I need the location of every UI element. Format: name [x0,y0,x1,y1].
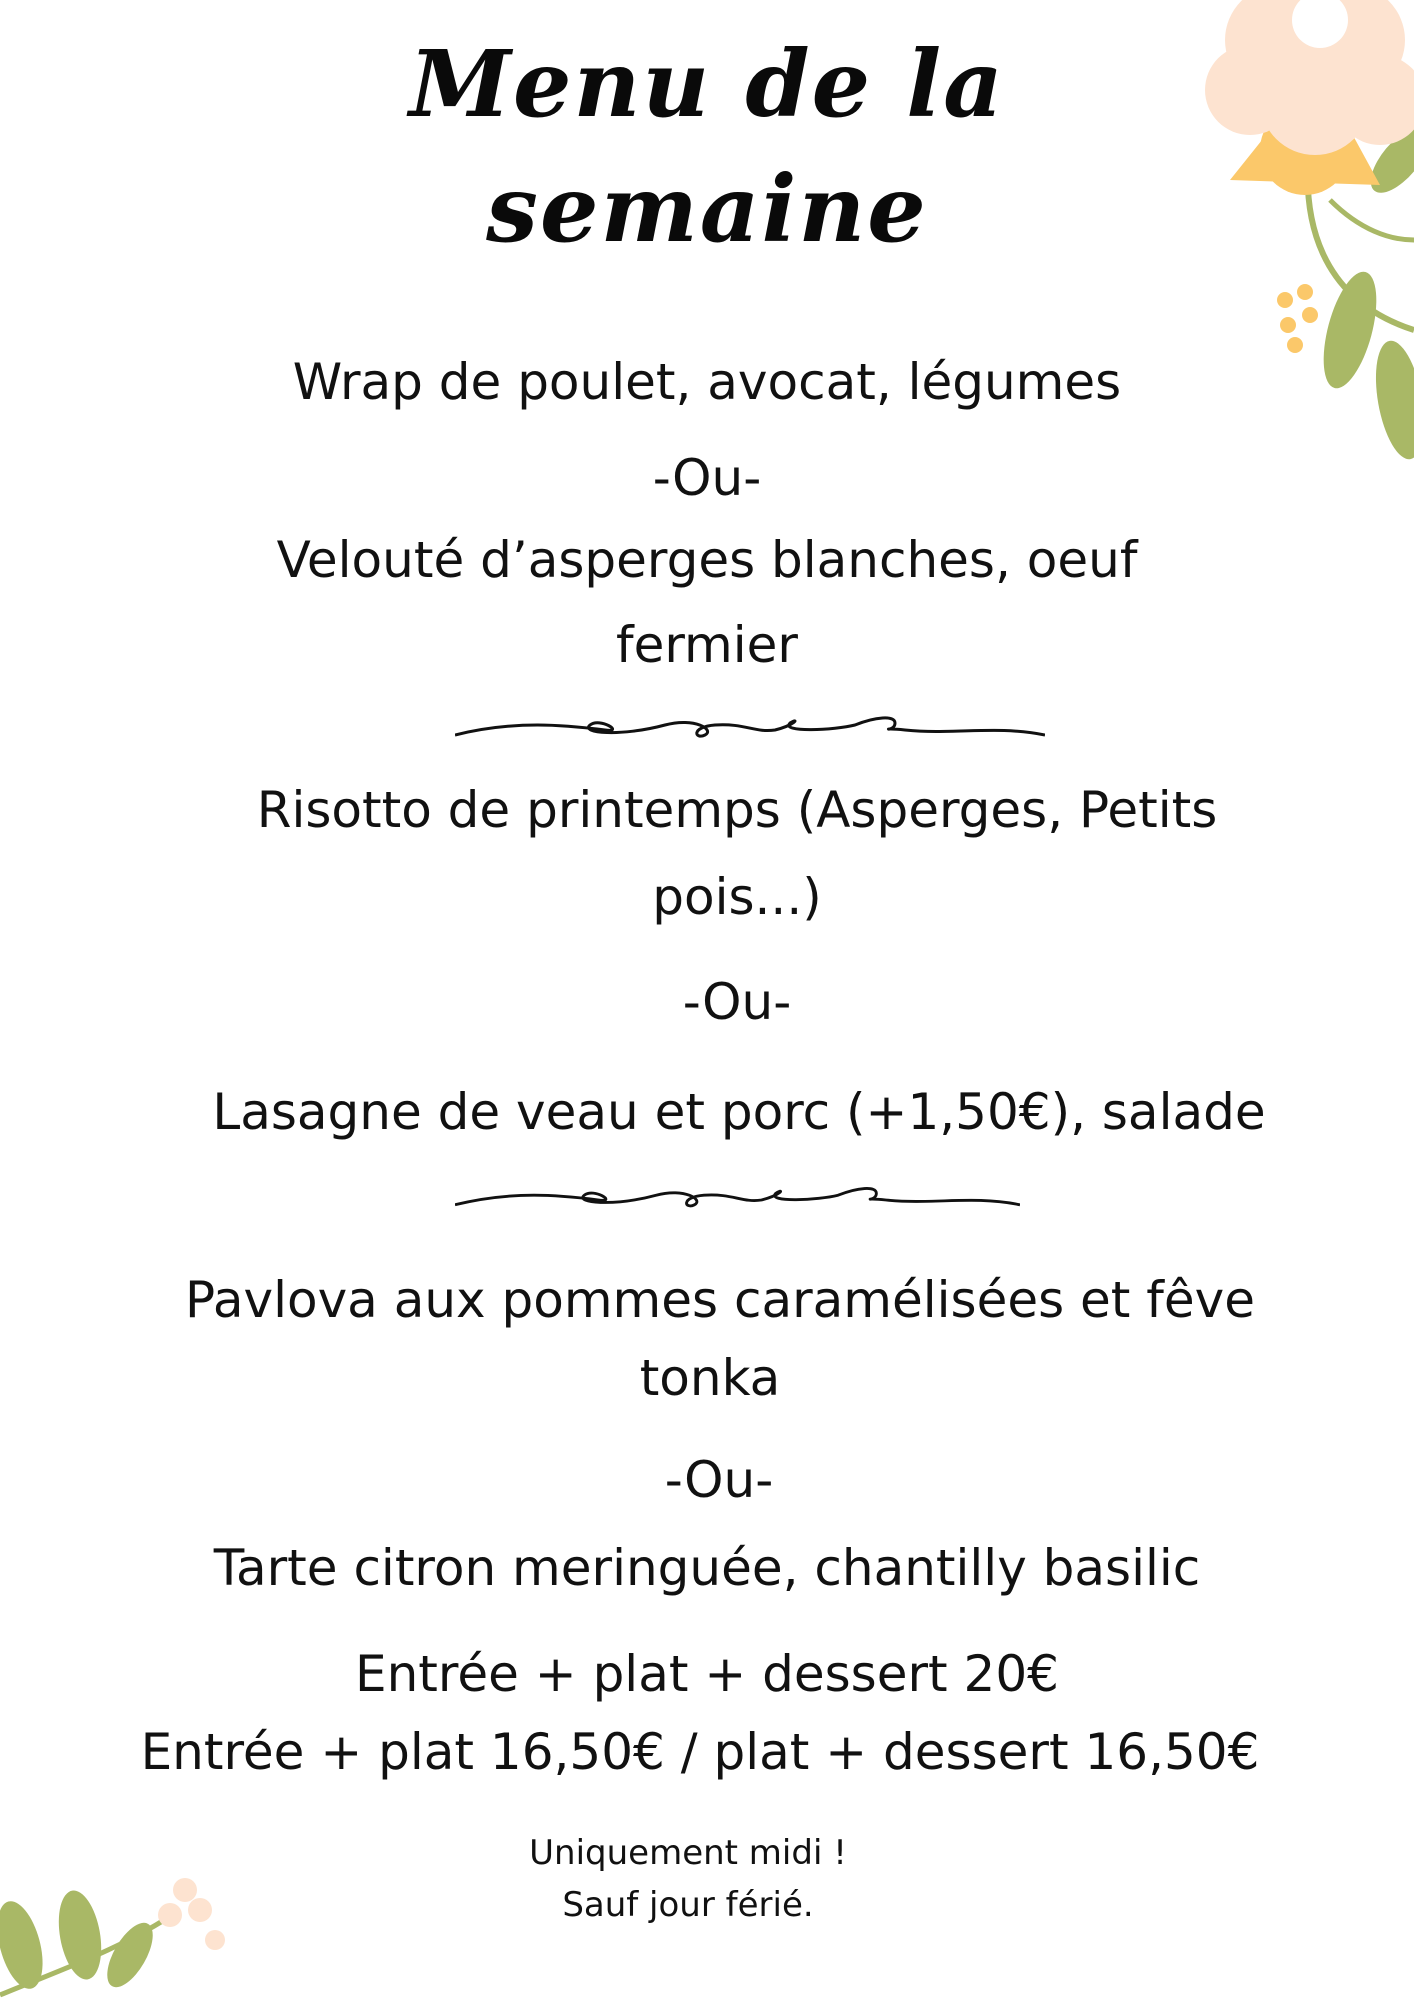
menu-title-line2: semaine [486,155,928,263]
plat-option-1-line2: pois...) [652,868,822,926]
entree-option-2-line2: fermier [616,616,798,674]
holiday-exception-note: Sauf jour férié. [562,1885,814,1925]
plat-or-separator: -Ou- [682,973,792,1031]
lunch-only-note: Uniquement midi ! [529,1833,847,1873]
menu-title-line1: Menu de la [409,30,1005,138]
price-formula-full: Entrée + plat + dessert 20€ [355,1645,1059,1703]
entree-option-1: Wrap de poulet, avocat, légumes [292,353,1122,411]
ornamental-divider [455,1175,1020,1225]
dessert-option-2: Tarte citron meringuée, chantilly basilic [213,1539,1201,1597]
plat-option-1-line1: Risotto de printemps (Asperges, Petits [256,781,1218,839]
dessert-or-separator: -Ou- [664,1451,774,1509]
ornamental-divider [455,705,1045,755]
price-formula-partial: Entrée + plat 16,50€ / plat + dessert 16,50€ [140,1723,1260,1781]
plat-option-2: Lasagne de veau et porc (+1,50€), salade [212,1083,1266,1141]
dessert-option-1-line1: Pavlova aux pommes caramélisées et fêve [184,1271,1256,1329]
entree-option-2-line1: Velouté d’asperges blanches, oeuf [276,531,1138,589]
dessert-option-1-line2: tonka [639,1349,781,1407]
entree-or-separator: -Ou- [652,449,762,507]
